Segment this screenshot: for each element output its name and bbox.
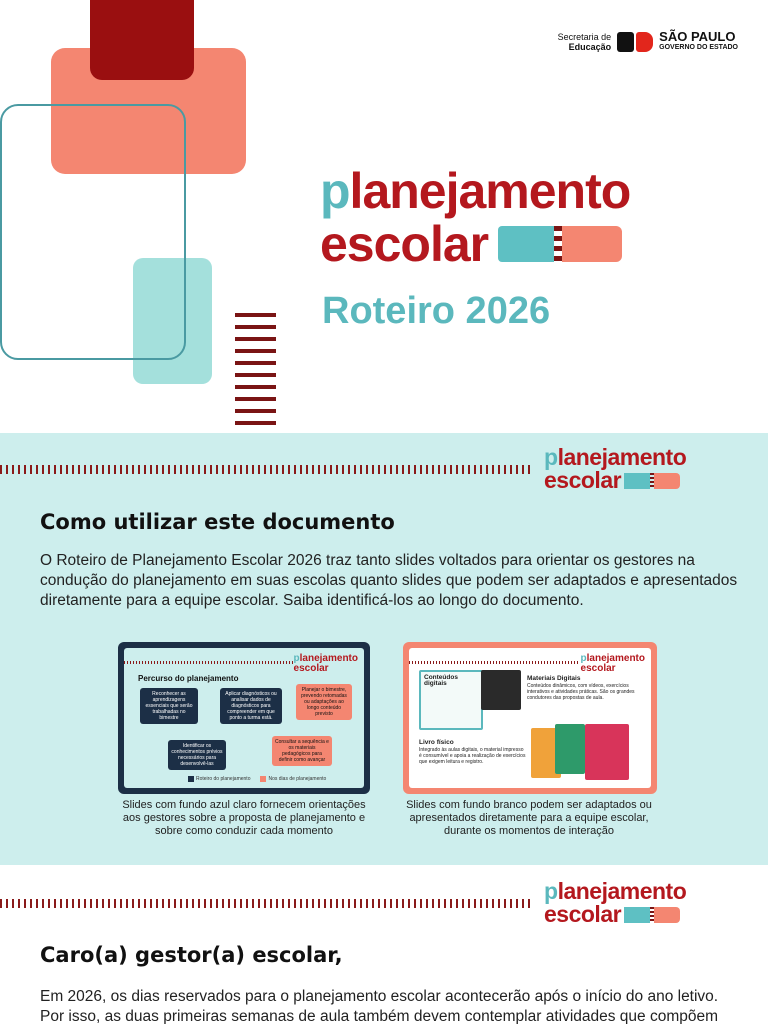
caption-manager-slide: Slides com fundo azul claro fornecem orientações aos gestores sobre a proposta de planejamento e sobre como conduzir cada momento — [122, 799, 366, 837]
howto-heading: Como utilizar este documento — [40, 510, 395, 534]
header-logo — [544, 446, 686, 492]
thumbnail-manager-slide — [118, 642, 370, 794]
manager-section — [0, 865, 768, 1024]
howto-paragraph: O Roteiro de Planejamento Escolar 2026 traz tanto slides voltados para orientar os gestores na condução do planejamento em suas escolas quanto slides que podem ser adaptados e apresentados diretamente para a equipe escolar. Saiba identificá-los ao longo do documento. — [40, 552, 738, 609]
flow-node: Consultar a sequência e os materiais pedagógicos para definir como avançar — [272, 736, 332, 766]
flow-node: Identificar os conhecimentos prévios necessários para desenvolvê-las — [168, 740, 226, 770]
pencil-icon — [624, 907, 680, 923]
logo-line2: escolar — [544, 467, 622, 493]
logo-line2: escolar — [544, 901, 622, 927]
cover-subtitle: Roteiro 2026 — [322, 290, 551, 332]
book-cover — [555, 724, 585, 774]
logo-line1: lanejamento — [557, 878, 687, 904]
thumbnail-team-slide — [403, 642, 657, 794]
sao-paulo-text: SÃO PAULO — [659, 29, 736, 44]
pencil-icon — [624, 473, 680, 489]
government-logo — [558, 30, 738, 53]
pencil-icon — [498, 226, 622, 262]
caption-team-slide: Slides com fundo branco podem ser adaptados ou apresentados diretamente para a equipe escolar, durante os momentos de interação — [406, 799, 652, 837]
digital-content-preview: Conteúdos digitais — [419, 670, 483, 730]
sp-logo-icon — [617, 32, 653, 52]
governo-text: GOVERNO DO ESTADO — [659, 44, 738, 51]
livro-block: Livro físico Integrado às aulas digitais, o material impresso é consumível e apoia a realização de exercícios que exigem leitura e registro. — [419, 739, 526, 765]
logo-p-letter: p — [544, 444, 558, 470]
mini-stripe — [409, 661, 579, 664]
decor-stripes — [235, 313, 276, 433]
header-stripe — [0, 465, 532, 474]
cover-section — [0, 0, 768, 433]
book-cover — [585, 724, 629, 780]
mini-stripe — [124, 661, 294, 664]
manager-heading: Caro(a) gestor(a) escolar, — [40, 943, 343, 967]
header-logo — [544, 880, 686, 926]
logo-p-letter: p — [544, 878, 558, 904]
mini-logo: planejamento escolar — [580, 653, 645, 674]
content-image — [481, 670, 521, 710]
decor-dark-red-square — [90, 0, 194, 80]
header-stripe — [0, 899, 532, 908]
secretaria-text: Secretaria de — [557, 31, 612, 42]
title-line1: lanejamento — [349, 163, 631, 219]
materiais-block: Materiais Digitais Conteúdos dinâmicos, com vídeos, exercícios interativos e atividades práticas. São os grandes condutores das propostas de aula. — [527, 675, 635, 701]
cover-title — [320, 164, 630, 270]
educacao-text: Educação — [568, 41, 612, 52]
decor-outline-square — [0, 104, 186, 360]
secretaria-label — [558, 32, 612, 52]
manager-paragraph: Em 2026, os dias reservados para o planejamento escolar acontecerão após o início do ano letivo. Por isso, as duas primeiras semanas de aula também devem contemplar atividades que compõem — [40, 988, 719, 1024]
flow-node: Aplicar diagnósticos ou analisar dados de diagnósticos para compreender em que ponto a turma está. — [220, 688, 282, 724]
sao-paulo-label — [659, 30, 738, 53]
howto-section — [0, 433, 768, 865]
mini-legend: Roteiro do planejamento Nos dias de planejamento — [188, 776, 326, 782]
mini-slide-title: Percurso do planejamento — [138, 674, 239, 683]
flow-node: Reconhecer as aprendizagens essenciais que serão trabalhadas no bimestre — [140, 688, 198, 724]
flow-node: Planejar o bimestre, prevendo retomadas ou adaptações ao longo conteúdo previsto — [296, 684, 352, 720]
logo-line1: lanejamento — [557, 444, 687, 470]
title-line2: escolar — [320, 216, 489, 272]
mini-logo: planejamento escolar — [293, 653, 358, 674]
title-p-letter: p — [320, 163, 350, 219]
